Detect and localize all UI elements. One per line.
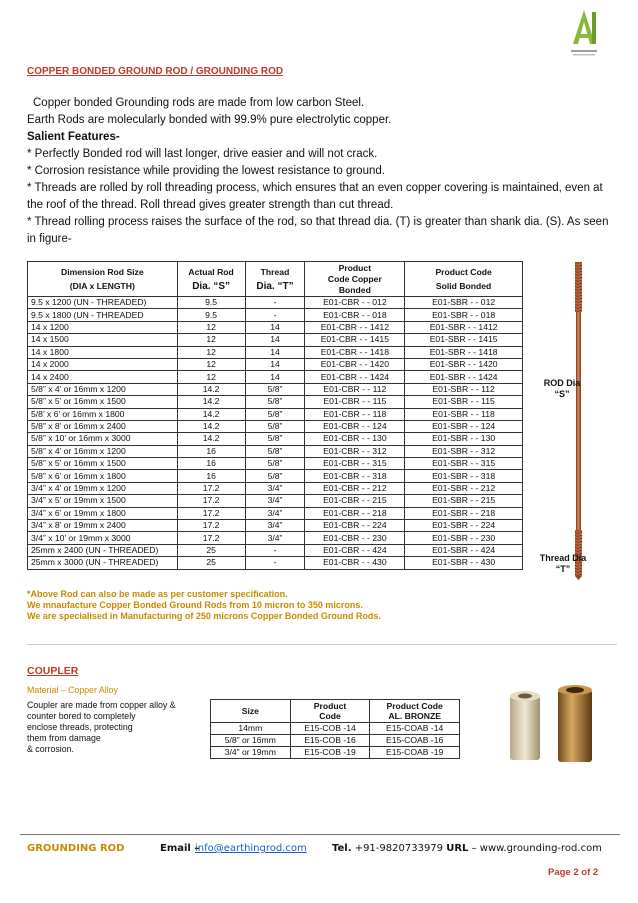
table-cell: 5/8” <box>245 420 305 432</box>
table-cell: E15-COB -19 <box>290 747 370 759</box>
note-line: We are specialised in Manufacturing of 250 microns Copper Bonded Ground Rods. <box>27 611 381 621</box>
table-cell: 14 <box>245 358 305 370</box>
table-cell: E01-CBR - - 230 <box>305 532 405 544</box>
table-cell: 3/4” x 4’ or 19mm x 1200 <box>28 482 178 494</box>
table-cell: 3/4” <box>245 532 305 544</box>
coupler-col-code: Product Code <box>290 700 370 723</box>
footer-brand: GROUNDING ROD <box>27 843 125 854</box>
table-cell: 14.2 <box>177 408 245 420</box>
table-row <box>28 458 523 470</box>
table-cell: E01-CBR - - 212 <box>305 482 405 494</box>
table-cell: E01-SBR - - 1415 <box>405 334 523 346</box>
footer-divider <box>20 834 620 835</box>
table-cell: E15-COAB -14 <box>370 723 460 735</box>
table-row <box>211 747 460 759</box>
col-header-dimension: Dimension Rod Size (DIA x LENGTH) <box>28 262 178 297</box>
table-cell: E01-CBR - - 1415 <box>305 334 405 346</box>
table-cell: E01-CBR - - 1412 <box>305 321 405 333</box>
table-cell: E01-SBR - - 012 <box>405 297 523 309</box>
table-cell: 14 x 1200 <box>28 321 178 333</box>
table-cell: 5/8” x 10’ or 16mm x 3000 <box>28 433 178 445</box>
table-row <box>28 420 523 432</box>
table-cell: 3/4” <box>245 482 305 494</box>
table-cell: E01-CBR - - 430 <box>305 557 405 569</box>
table-header-row <box>211 700 460 723</box>
table-cell: E01-CBR - - 018 <box>305 309 405 321</box>
feature-item: * Perfectly Bonded rod will last longer, drive easier and will not crack. <box>27 148 378 160</box>
rod-dia-label: ROD Dia “S” <box>543 378 581 399</box>
table-row <box>28 321 523 333</box>
table-cell: E01-CBR - - 112 <box>305 383 405 395</box>
table-cell: 14 x 1500 <box>28 334 178 346</box>
col-header-rod-dia: Actual Rod Dia. “S” <box>177 262 245 297</box>
table-cell: E01-CBR - - 218 <box>305 507 405 519</box>
table-row <box>28 358 523 370</box>
rod-spec-body <box>28 297 523 570</box>
table-cell: 14 <box>245 346 305 358</box>
table-cell: E01-CBR - - 424 <box>305 544 405 556</box>
table-cell: E01-SBR - - 115 <box>405 396 523 408</box>
table-cell: E15-COB -16 <box>290 735 370 747</box>
table-cell: 5/8” x 4’ or 16mm x 1200 <box>28 383 178 395</box>
table-row <box>28 433 523 445</box>
coupler-illustration-icon <box>500 682 612 768</box>
table-cell: E01-SBR - - 318 <box>405 470 523 482</box>
table-row <box>28 495 523 507</box>
table-cell: E01-SBR - - 1412 <box>405 321 523 333</box>
table-cell: E01-CBR - - 318 <box>305 470 405 482</box>
table-cell: - <box>245 297 305 309</box>
table-cell: 25mm x 3000 (UN - THREADED) <box>28 557 178 569</box>
table-cell: E01-SBR - - 130 <box>405 433 523 445</box>
table-cell: 12 <box>177 371 245 383</box>
table-row <box>28 544 523 556</box>
table-cell: E01-SBR - - 315 <box>405 458 523 470</box>
table-cell: E01-SBR - - 112 <box>405 383 523 395</box>
table-cell: 14.2 <box>177 396 245 408</box>
table-cell: 25mm x 2400 (UN - THREADED) <box>28 544 178 556</box>
table-cell: 5/8’ x 6’ or 16mm x 1800 <box>28 408 178 420</box>
table-cell: E01-SBR - - 212 <box>405 482 523 494</box>
notes-section <box>27 589 381 622</box>
feature-item: * Corrosion resistance while providing the lowest resistance to ground. <box>27 165 385 177</box>
table-cell: 3/4” <box>245 520 305 532</box>
table-cell: E01-SBR - - 118 <box>405 408 523 420</box>
table-cell: E15-COAB -16 <box>370 735 460 747</box>
features-title: Salient Features- <box>27 131 120 143</box>
table-cell: 5/8” <box>245 396 305 408</box>
col-header-code-copper: Product Code Copper Bonded <box>305 262 405 297</box>
table-cell: 5/8” <box>245 458 305 470</box>
table-cell: 5/8” <box>245 383 305 395</box>
table-cell: 25 <box>177 544 245 556</box>
intro-line: Earth Rods are molecularly bonded with 99.9% pure electrolytic copper. <box>27 114 392 126</box>
table-cell: 16 <box>177 445 245 457</box>
coupler-table <box>210 699 460 759</box>
thread-dia-label: Thread Dia “T” <box>539 553 587 574</box>
table-cell: E01-SBR - - 430 <box>405 557 523 569</box>
footer-url-link[interactable]: – www.grounding-rod.com <box>468 843 602 854</box>
table-cell: E01-CBR - - 130 <box>305 433 405 445</box>
table-cell: E15-COB -14 <box>290 723 370 735</box>
table-cell: 16 <box>177 458 245 470</box>
table-cell: 12 <box>177 321 245 333</box>
table-row <box>28 383 523 395</box>
table-cell: E01-CBR - - 124 <box>305 420 405 432</box>
table-cell: 5/8” <box>245 408 305 420</box>
table-cell: E01-CBR - - 115 <box>305 396 405 408</box>
table-cell: 9.5 <box>177 297 245 309</box>
table-cell: 12 <box>177 358 245 370</box>
table-cell: 5/8” x 5’ or 16mm x 1500 <box>28 458 178 470</box>
table-cell: E01-CBR - - 1424 <box>305 371 405 383</box>
table-cell: E01-CBR - - 012 <box>305 297 405 309</box>
table-row <box>28 445 523 457</box>
table-cell: 14 <box>245 371 305 383</box>
table-cell: 17.2 <box>177 532 245 544</box>
table-cell: 5/8” x 8’ or 16mm x 2400 <box>28 420 178 432</box>
col-header-code-solid: Product Code Solid Bonded <box>405 262 523 297</box>
page-number: Page 2 of 2 <box>548 867 599 878</box>
table-cell: 12 <box>177 334 245 346</box>
table-cell: 5/8” x 6’ or 16mm x 1800 <box>28 470 178 482</box>
table-cell: E15-COAB -19 <box>370 747 460 759</box>
table-cell: - <box>245 557 305 569</box>
table-cell: 17.2 <box>177 495 245 507</box>
table-row <box>28 507 523 519</box>
table-cell: E01-SBR - - 124 <box>405 420 523 432</box>
table-cell: 14mm <box>211 723 291 735</box>
table-cell: E01-SBR - - 018 <box>405 309 523 321</box>
table-row <box>28 334 523 346</box>
table-row <box>28 532 523 544</box>
table-cell: 14 x 2000 <box>28 358 178 370</box>
table-row <box>28 297 523 309</box>
table-cell: 3/4” or 19mm <box>211 747 291 759</box>
table-cell: 5/8” x 5’ or 16mm x 1500 <box>28 396 178 408</box>
table-cell: 17.2 <box>177 520 245 532</box>
table-row <box>28 482 523 494</box>
table-cell: 14.2 <box>177 433 245 445</box>
note-line: *Above Rod can also be made as per customer specification. <box>27 589 288 599</box>
table-cell: 5/8” <box>245 433 305 445</box>
table-cell: 9.5 x 1800 (UN - THREADED <box>28 309 178 321</box>
table-cell: E01-CBR - - 215 <box>305 495 405 507</box>
coupler-heading: COUPLER <box>27 665 79 677</box>
table-cell: E01-SBR - - 224 <box>405 520 523 532</box>
table-row <box>28 396 523 408</box>
table-cell: E01-SBR - - 218 <box>405 507 523 519</box>
table-cell: E01-SBR - - 1418 <box>405 346 523 358</box>
table-cell: E01-SBR - - 1424 <box>405 371 523 383</box>
table-cell: E01-CBR - - 118 <box>305 408 405 420</box>
table-cell: E01-CBR - - 315 <box>305 458 405 470</box>
footer-email-link[interactable]: info@earthingrod.com <box>195 843 307 854</box>
table-cell: E01-CBR - - 224 <box>305 520 405 532</box>
table-cell: 14 <box>245 321 305 333</box>
table-cell: 9.5 <box>177 309 245 321</box>
table-cell: E01-CBR - - 1418 <box>305 346 405 358</box>
table-cell: - <box>245 309 305 321</box>
table-cell: 14.2 <box>177 420 245 432</box>
table-cell: 14 x 2400 <box>28 371 178 383</box>
table-header-row <box>28 262 523 297</box>
feature-item: * Thread rolling process raises the surface of the rod, so that thread dia. (T) is greater than shank dia. (S). As seen in figure- <box>27 216 609 245</box>
table-cell: E01-SBR - - 1420 <box>405 358 523 370</box>
table-cell: 16 <box>177 470 245 482</box>
table-cell: 3/4” <box>245 507 305 519</box>
copper-rod-illustration-icon <box>525 262 635 580</box>
coupler-material: Material – Copper Alloy <box>27 685 118 695</box>
divider <box>27 644 617 645</box>
table-cell: 3/4” <box>245 495 305 507</box>
table-cell: 9.5 x 1200 (UN - THREADED) <box>28 297 178 309</box>
table-row <box>28 371 523 383</box>
table-cell: 17.2 <box>177 507 245 519</box>
table-row <box>211 735 460 747</box>
coupler-col-bronze: Product Code AL. BRONZE <box>370 700 460 723</box>
table-cell: E01-SBR - - 424 <box>405 544 523 556</box>
coupler-col-size: Size <box>211 700 291 723</box>
footer-contact: Tel. +91-9820733979 URL – www.grounding-rod.com <box>332 843 602 854</box>
table-cell: E01-CBR - - 1420 <box>305 358 405 370</box>
col-header-thread-dia: Thread Dia. “T” <box>245 262 305 297</box>
table-row <box>28 557 523 569</box>
table-row <box>28 309 523 321</box>
note-line: We mnaufacture Copper Bonded Ground Rods from 10 micron to 350 microns. <box>27 600 363 610</box>
table-cell: E01-CBR - - 312 <box>305 445 405 457</box>
table-row <box>28 408 523 420</box>
table-row <box>211 723 460 735</box>
coupler-description: Coupler are made from copper alloy & counter bored to completely enclose threads, protecting them from damage & corrosion. <box>27 700 176 754</box>
table-cell: 25 <box>177 557 245 569</box>
feature-item: * Threads are rolled by roll threading process, which ensures that an even copper covering is maintained, even at the roof of the thread. Roll thread gives greater strength than cut thread. <box>27 182 603 211</box>
table-cell: E01-SBR - - 215 <box>405 495 523 507</box>
table-cell: 12 <box>177 346 245 358</box>
coupler-body <box>211 723 460 759</box>
table-row <box>28 346 523 358</box>
table-cell: 14.2 <box>177 383 245 395</box>
table-cell: E01-SBR - - 230 <box>405 532 523 544</box>
footer-email-label: Email – <box>160 843 200 854</box>
table-row <box>28 470 523 482</box>
table-cell: 5/8” <box>245 470 305 482</box>
company-logo-icon <box>565 4 603 60</box>
table-cell: 3/4” x 5’ or 19mm x 1500 <box>28 495 178 507</box>
table-cell: 3/4” x 8’ or 19mm x 2400 <box>28 520 178 532</box>
table-cell: 5/8” or 16mm <box>211 735 291 747</box>
page-heading: COPPER BONDED GROUND ROD / GROUNDING ROD <box>27 66 284 77</box>
table-cell: 17.2 <box>177 482 245 494</box>
table-cell: E01-SBR - - 312 <box>405 445 523 457</box>
table-cell: 3/4” x 6’ or 19mm x 1800 <box>28 507 178 519</box>
intro-line: Copper bonded Grounding rods are made from low carbon Steel. <box>33 97 365 109</box>
table-cell: 5/8” x 4’ or 16mm x 1200 <box>28 445 178 457</box>
table-cell: 14 x 1800 <box>28 346 178 358</box>
table-cell: 3/4” x 10’ or 19mm x 3000 <box>28 532 178 544</box>
rod-spec-table <box>27 261 523 570</box>
intro-section <box>27 95 617 248</box>
table-cell: 14 <box>245 334 305 346</box>
table-cell: - <box>245 544 305 556</box>
table-cell: 5/8” <box>245 445 305 457</box>
table-row <box>28 520 523 532</box>
